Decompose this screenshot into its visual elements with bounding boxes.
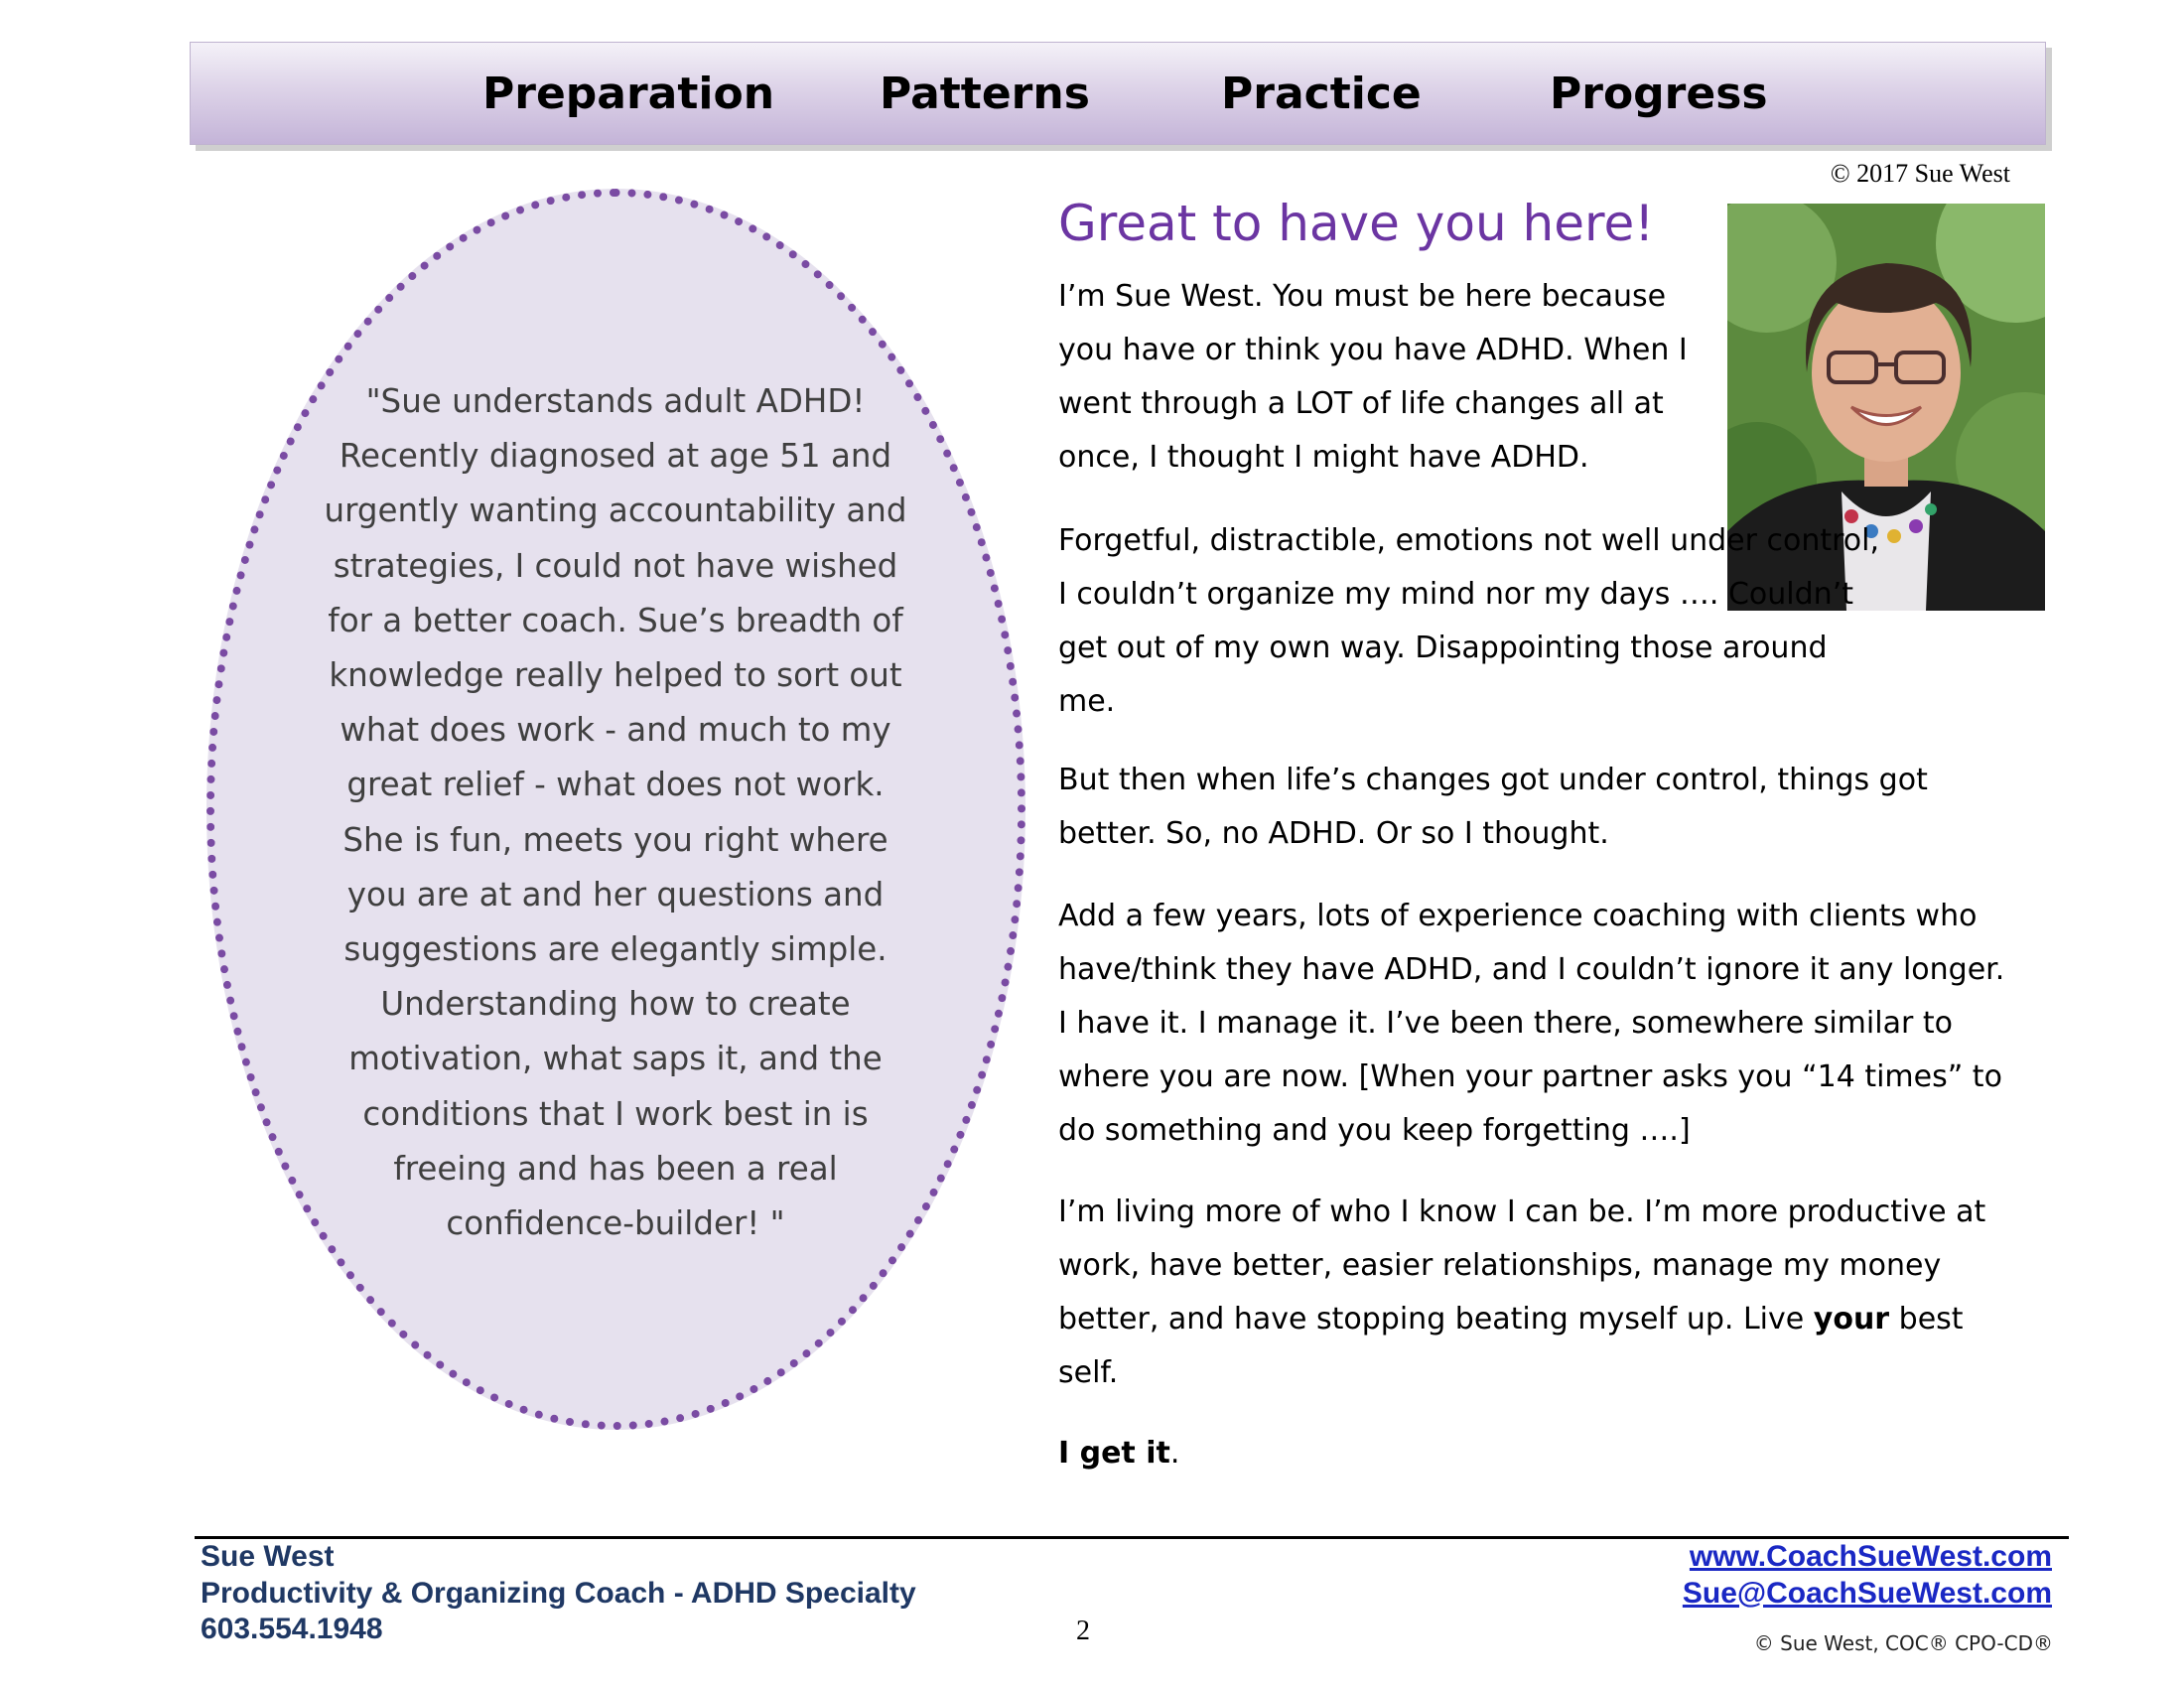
living-text-bold: your bbox=[1813, 1302, 1890, 1336]
footer-contact bbox=[201, 1539, 916, 1648]
nav-item-practice[interactable]: Practice bbox=[1221, 69, 1422, 119]
footer-phone: 603.554.1948 bbox=[201, 1613, 383, 1645]
quote-line: Recently diagnosed at age 51 and bbox=[339, 437, 892, 476]
quote-line: what does work - and much to my bbox=[340, 711, 891, 750]
quote-line: Understanding how to create bbox=[380, 985, 851, 1024]
email-link[interactable]: Sue@CoachSueWest.com bbox=[1682, 1576, 2052, 1610]
testimonial-quote bbox=[298, 374, 933, 1251]
closing-paragraph bbox=[1058, 1427, 1356, 1480]
quote-line: confidence-builder! " bbox=[446, 1204, 785, 1243]
closing-text-end: . bbox=[1169, 1436, 1180, 1471]
website-link[interactable]: www.CoachSueWest.com bbox=[1689, 1540, 2052, 1573]
quote-line: conditions that I work best in is bbox=[362, 1094, 869, 1133]
quote-line: knowledge really helped to sort out bbox=[329, 656, 902, 695]
living-paragraph bbox=[1058, 1186, 2011, 1400]
page-number: 2 bbox=[1076, 1616, 1090, 1646]
footer-name: Sue West bbox=[201, 1540, 335, 1573]
quote-line: you are at and her questions and bbox=[346, 875, 885, 914]
quote-line: suggestions are elegantly simple. bbox=[343, 930, 887, 969]
nav-item-preparation[interactable]: Preparation bbox=[482, 69, 775, 119]
control-paragraph: But then when life’s changes got under control, things got better. So, no ADHD. Or so I thought. bbox=[1058, 763, 1928, 851]
quote-line: strategies, I could not have wished bbox=[333, 546, 898, 585]
living-text-end: best self. bbox=[1058, 1302, 1964, 1390]
living-text-start: I’m living more of who I know I can be. I’m more productive at work, have better, easier relationships, manage my money better, and have stopping beating myself up. Live bbox=[1058, 1195, 1986, 1336]
quote-line: for a better coach. Sue’s breadth of bbox=[328, 601, 903, 639]
intro-paragraph: I’m Sue West. You must be here because you have or think you have ADHD. When I went through a LOT of life changes all at once, I thought I might have ADHD. bbox=[1058, 279, 1688, 475]
copyright-top: © 2017 Sue West bbox=[1830, 159, 2010, 188]
footer-links bbox=[1683, 1539, 2052, 1612]
page-heading: Great to have you here! bbox=[1058, 195, 1655, 252]
quote-line: motivation, what saps it, and the bbox=[348, 1040, 883, 1078]
symptoms-paragraph: Forgetful, distractible, emotions not well under control, I couldn’t organize my mind nor my days …. Couldn’t get out of my own way. Disappointing those around me. bbox=[1058, 523, 1880, 719]
top-nav-bar bbox=[190, 42, 2046, 145]
quote-line: great relief - what does not work. bbox=[346, 766, 885, 804]
nav-item-progress[interactable]: Progress bbox=[1550, 69, 1768, 119]
quote-line: freeing and has been a real bbox=[393, 1149, 838, 1188]
footer-title: Productivity & Organizing Coach - ADHD Specialty bbox=[201, 1576, 916, 1610]
copyright-bottom: © Sue West, COC® CPO-CD® bbox=[1753, 1631, 2053, 1655]
experience-paragraph: Add a few years, lots of experience coaching with clients who have/think they have ADHD, and I couldn’t ignore it any longer. I have it. I manage it. I’ve been there, somewhere similar to where you are now. [When your partner asks you “14 times” to do something and you keep forgetting ….] bbox=[1058, 899, 2005, 1148]
quote-line: She is fun, meets you right where bbox=[342, 820, 888, 859]
quote-line: "Sue understands adult ADHD! bbox=[365, 382, 866, 420]
quote-line: urgently wanting accountability and bbox=[324, 492, 907, 530]
nav-item-patterns[interactable]: Patterns bbox=[880, 69, 1090, 119]
closing-text-bold: I get it bbox=[1058, 1436, 1170, 1471]
